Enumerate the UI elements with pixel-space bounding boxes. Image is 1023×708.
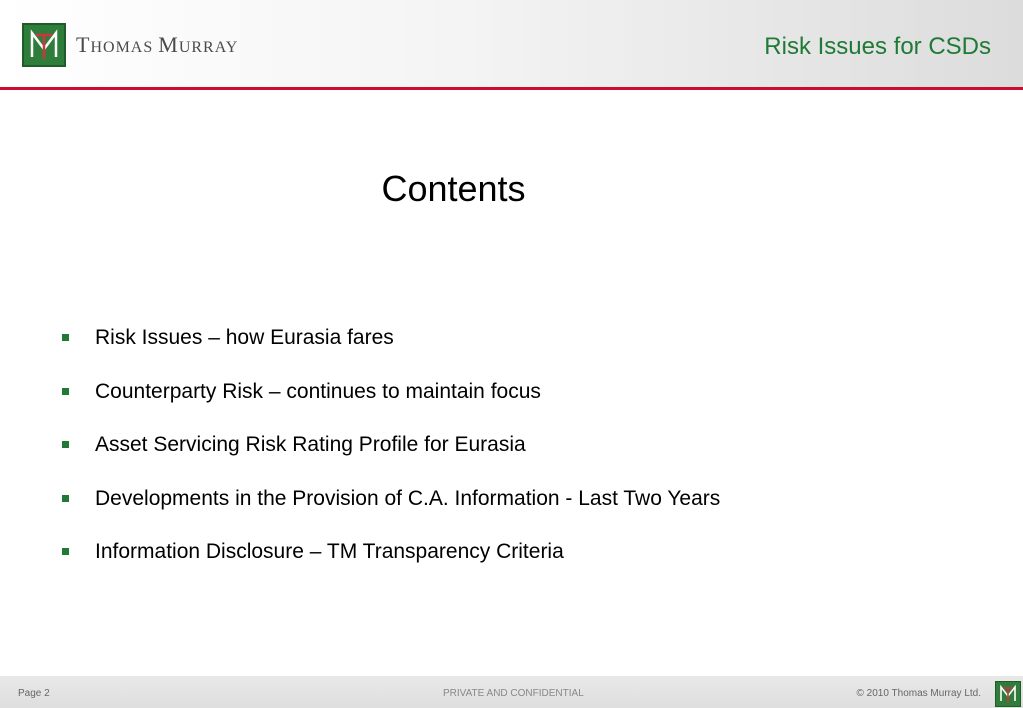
- page-number: Page 2: [18, 688, 50, 699]
- square-bullet-icon: [62, 441, 69, 448]
- square-bullet-icon: [62, 334, 69, 341]
- slide-title: Contents: [381, 168, 526, 209]
- logo-wordmark: THOMAS MURRAY: [76, 32, 239, 57]
- tm-monogram-small-icon: [995, 681, 1021, 707]
- square-bullet-icon: [62, 495, 69, 502]
- tm-monogram-icon: [22, 23, 66, 67]
- header-divider: [0, 87, 1023, 90]
- company-logo: [22, 23, 238, 67]
- list-item-text: Risk Issues – how Eurasia fares: [95, 326, 394, 349]
- confidentiality-label: PRIVATE AND CONFIDENTIAL: [443, 688, 584, 699]
- presentation-title: Risk Issues for CSDs: [764, 33, 991, 60]
- list-item-text: Asset Servicing Risk Rating Profile for Eurasia: [95, 433, 526, 456]
- list-item-text: Information Disclosure – TM Transparency Criteria: [95, 540, 564, 563]
- square-bullet-icon: [62, 548, 69, 555]
- list-item-text: Developments in the Provision of C.A. Information - Last Two Years: [95, 486, 721, 510]
- list-item-text: Counterparty Risk – continues to maintain focus: [95, 379, 541, 403]
- square-bullet-icon: [62, 388, 69, 395]
- copyright-notice: © 2010 Thomas Murray Ltd.: [856, 688, 981, 699]
